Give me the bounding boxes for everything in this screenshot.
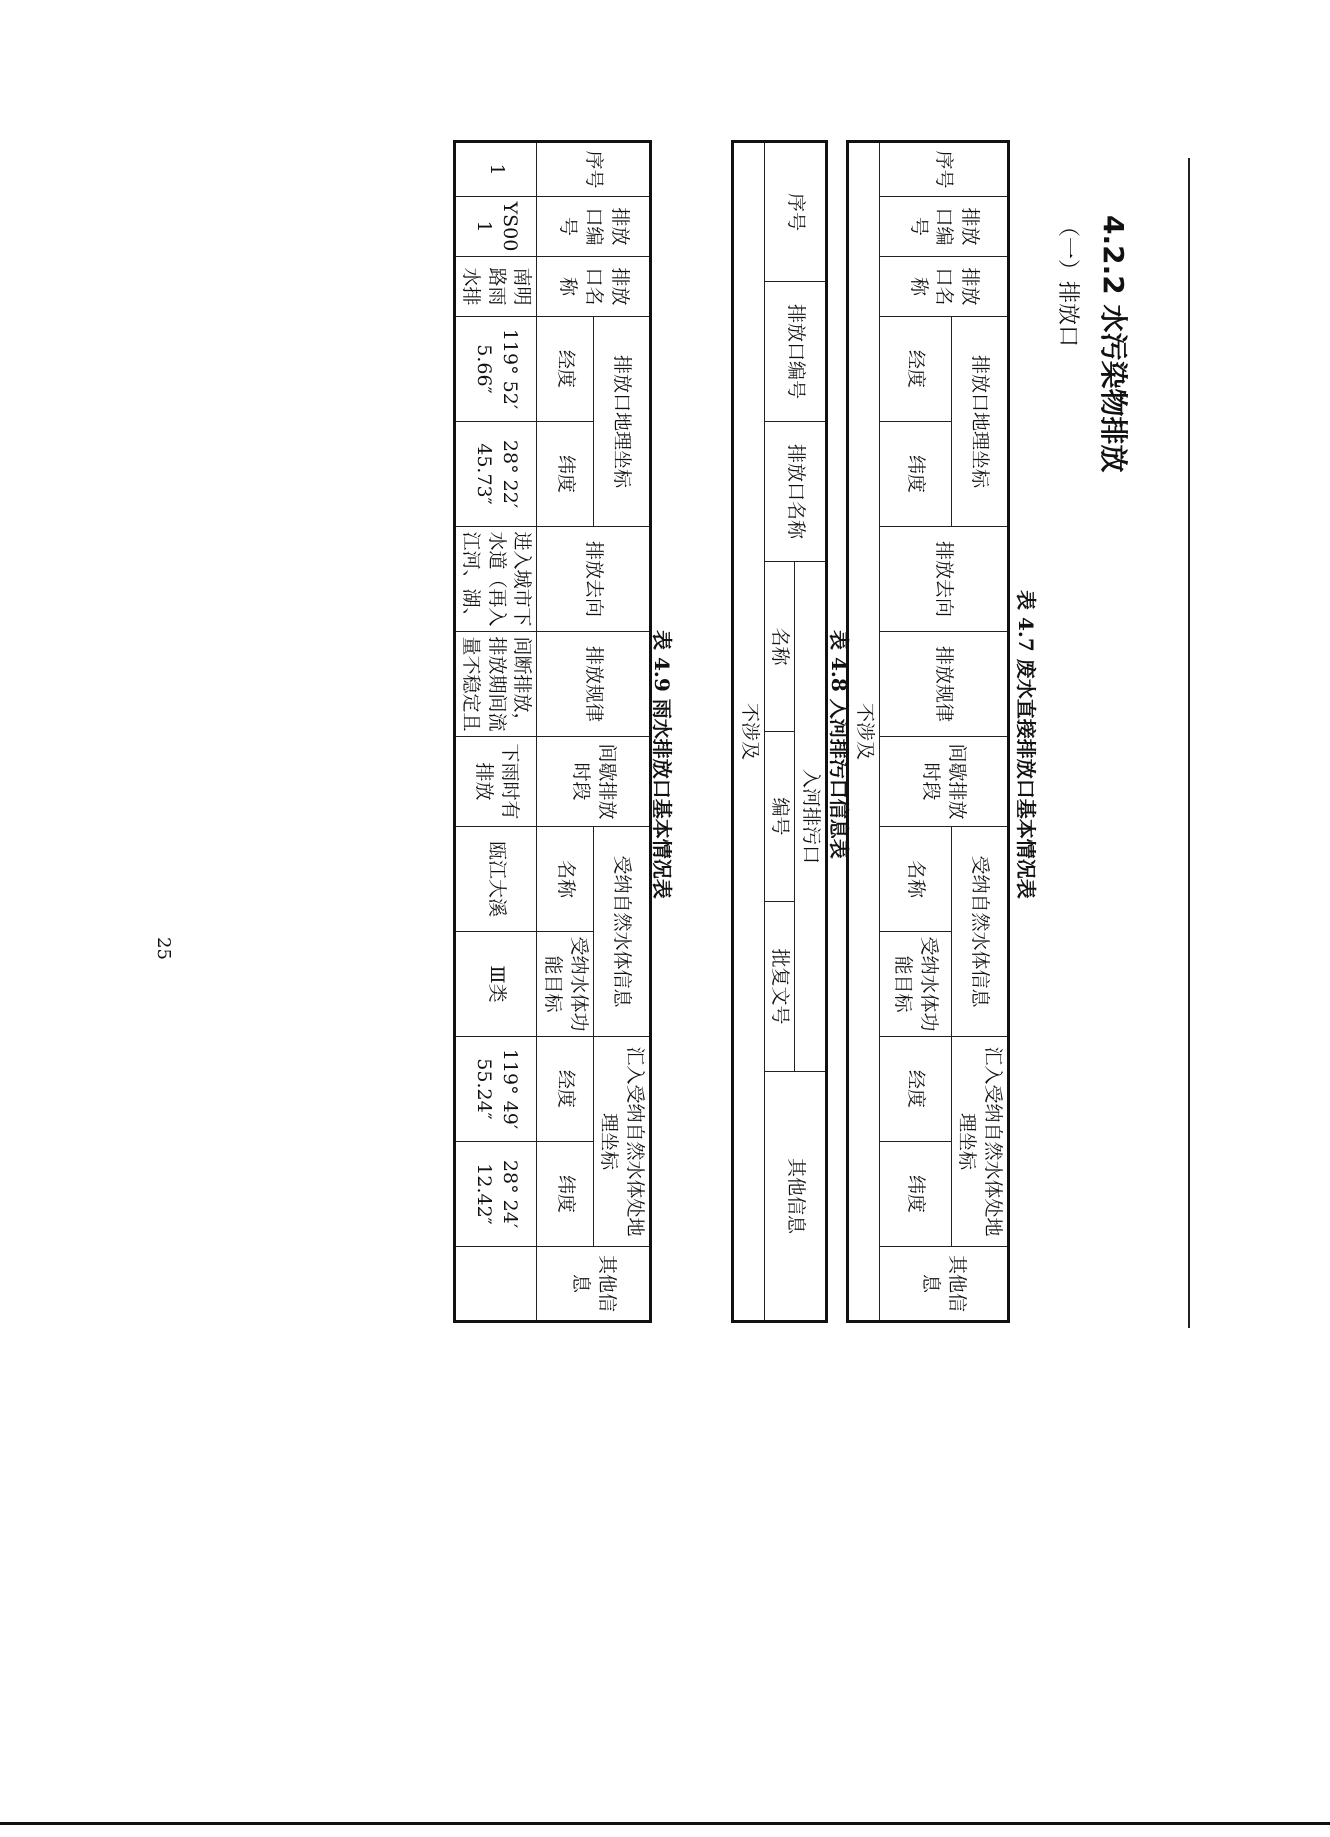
t49-cell-receiving-goal: Ⅲ类 — [454, 932, 537, 1037]
page-number: 25 — [152, 937, 174, 960]
t48-header-outlet-name: 名称 — [764, 562, 795, 732]
t48-header-code: 排放口编号 — [764, 282, 826, 422]
table-4-9-caption: 表 4.9 雨水排放口基本情况表 — [650, 630, 674, 899]
t49-cell-longitude: 119° 52′ 5.66″ — [454, 317, 537, 422]
rotated-page-content — [400, 150, 1190, 1320]
t49-header-longitude: 经度 — [537, 317, 593, 422]
t49-header-name: 排放口名称 — [537, 257, 651, 317]
t49-header-direction: 排放去向 — [537, 527, 651, 632]
t49-header-period: 间歇排放时段 — [537, 737, 651, 827]
t47-header-name: 排放口名称 — [879, 257, 1008, 317]
section-title: 4.2.2 水污染物排放 — [1097, 215, 1130, 473]
t48-header-seq: 序号 — [764, 142, 826, 282]
t49-cell-direction: 进入城市下水道（再入江河、湖、 — [454, 527, 537, 632]
t49-header-rule: 排放规律 — [537, 632, 651, 737]
t47-header-longitude: 经度 — [879, 317, 951, 422]
t47-header-receiving-goal: 受纳水体功能目标 — [879, 932, 951, 1037]
t49-cell-code: YS001 — [454, 197, 537, 257]
t49-cell-seq: 1 — [454, 142, 537, 197]
t49-cell-confluence-latitude: 28° 24′ 12.42″ — [454, 1142, 537, 1247]
table-4-7 — [846, 140, 1010, 1323]
t48-header-name: 排放口名称 — [764, 422, 826, 562]
t47-header-confluence-longitude: 经度 — [879, 1037, 951, 1142]
t48-header-other: 其他信息 — [764, 1072, 826, 1322]
t49-cell-confluence-longitude: 119° 49′ 55.24″ — [454, 1037, 537, 1142]
t48-header-outlet-code: 编号 — [764, 732, 795, 902]
t49-header-confluence: 汇入受纳自然水体处地理坐标 — [593, 1037, 650, 1247]
t49-cell-other — [454, 1247, 537, 1322]
t47-header-direction: 排放去向 — [879, 527, 1008, 632]
t47-header-period: 间歇排放时段 — [879, 737, 1008, 827]
table-4-7-caption: 表 4.7 废水直接排放口基本情况表 — [1014, 590, 1038, 899]
t48-header-outlet-doc: 批复文号 — [764, 902, 795, 1072]
t47-header-seq: 序号 — [879, 142, 1008, 197]
t49-header-code: 排放口编号 — [537, 197, 651, 257]
t47-header-latitude: 纬度 — [879, 422, 951, 527]
t49-header-receiving-goal: 受纳水体功能目标 — [537, 932, 593, 1037]
t47-header-other: 其他信息 — [879, 1247, 1008, 1322]
t47-header-rule: 排放规律 — [879, 632, 1008, 737]
t48-empty-note: 不涉及 — [733, 142, 765, 1322]
t47-empty-note: 不涉及 — [848, 142, 880, 1322]
t49-cell-latitude: 28° 22′ 45.73″ — [454, 422, 537, 527]
t49-header-geo: 排放口地理坐标 — [593, 317, 650, 527]
t49-header-receiving: 受纳自然水体信息 — [593, 827, 650, 1037]
t49-cell-name: 南明路雨水排 — [454, 257, 537, 317]
t49-header-confluence-latitude: 纬度 — [537, 1142, 593, 1247]
t49-header-seq: 序号 — [537, 142, 651, 197]
t49-cell-period: 下雨时有排放 — [454, 737, 537, 827]
table-row — [454, 142, 537, 1322]
t49-header-receiving-name: 名称 — [537, 827, 593, 932]
t47-header-receiving: 受纳自然水体信息 — [951, 827, 1008, 1037]
t47-header-confluence: 汇入受纳自然水体处地理坐标 — [951, 1037, 1008, 1247]
t47-header-confluence-latitude: 纬度 — [879, 1142, 951, 1247]
t49-header-latitude: 纬度 — [537, 422, 593, 527]
t49-header-other: 其他信息 — [537, 1247, 651, 1322]
t49-header-confluence-longitude: 经度 — [537, 1037, 593, 1142]
t47-header-code: 排放口编号 — [879, 197, 1008, 257]
footer-rule — [0, 1822, 1330, 1825]
t49-cell-rule: 间断排放，排放期间流量不稳定且 — [454, 632, 537, 737]
table-4-9 — [453, 140, 652, 1323]
t47-header-receiving-name: 名称 — [879, 827, 951, 932]
table-4-8-caption: 表 4.8 入河排污口信息表 — [827, 630, 851, 859]
t47-header-geo: 排放口地理坐标 — [951, 317, 1008, 527]
t48-header-outlet: 入河排污口 — [795, 562, 827, 1072]
sub-section-title: （一）排放口 — [1055, 215, 1080, 348]
t49-cell-receiving-name: 瓯江大溪 — [454, 827, 537, 932]
table-4-8 — [731, 140, 828, 1323]
